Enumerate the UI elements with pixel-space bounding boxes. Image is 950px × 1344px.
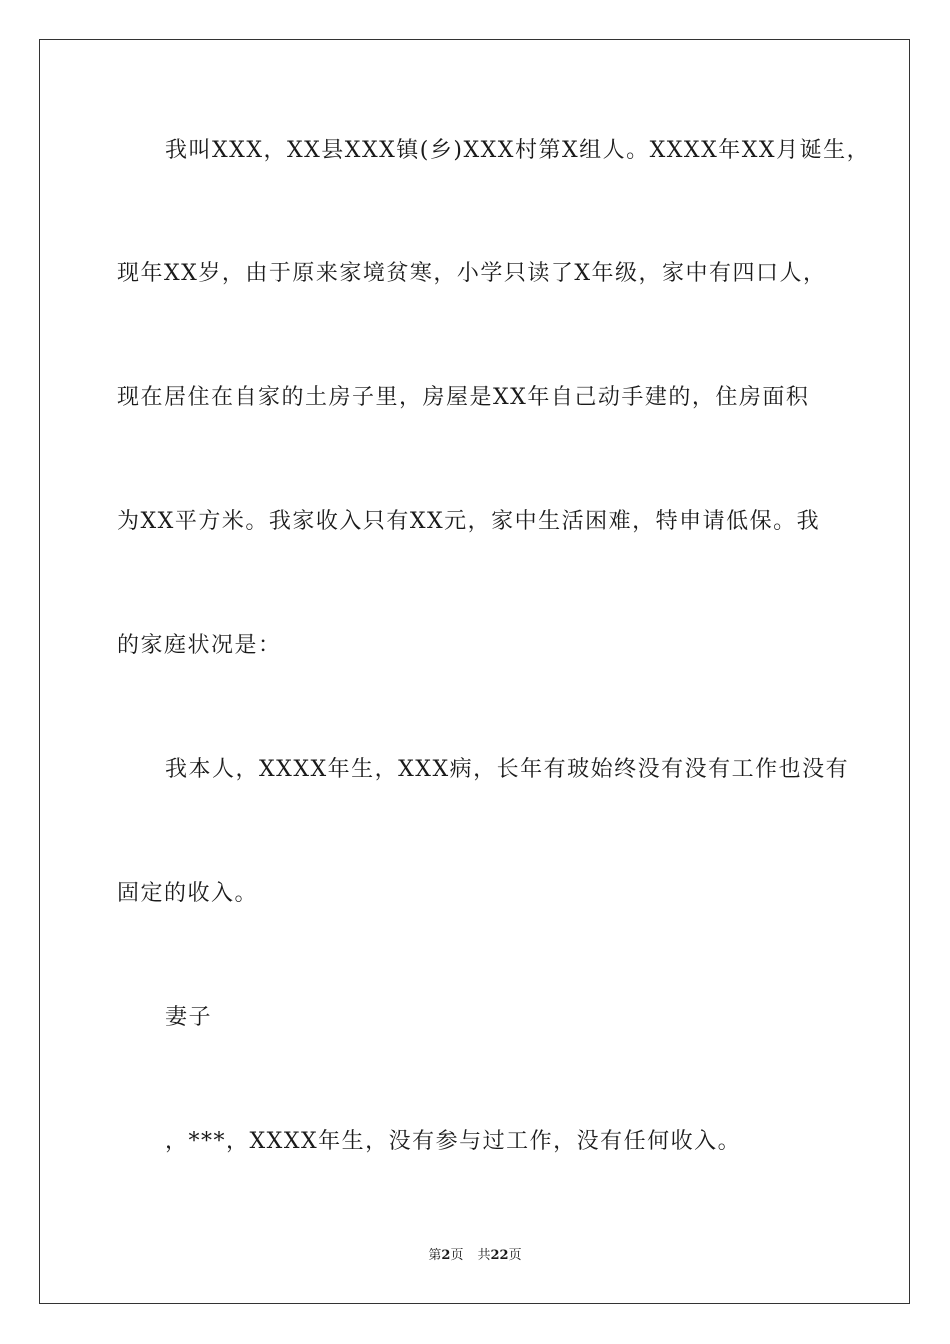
footer-page-prefix: 第 xyxy=(428,1248,442,1263)
paragraph-line-5: 的家庭状况是： xyxy=(117,633,282,658)
paragraph-line-7: 固定的收入。 xyxy=(117,881,259,906)
footer-page-suffix: 页 xyxy=(450,1248,464,1263)
paragraph-line-4: 为XX平方米。我家收入只有XX元，家中生活困难，特申请低保。我 xyxy=(117,509,821,534)
page-border xyxy=(39,39,910,1304)
paragraph-line-8: 妻子 xyxy=(165,1005,213,1030)
page-footer xyxy=(0,1247,950,1265)
footer-total-prefix: 共 xyxy=(477,1248,491,1263)
paragraph-line-1: 我叫XXX，XX县XXX镇(乡)XXX村第X组人。XXXX年XX月诞生， xyxy=(165,138,871,163)
footer-page-current: 2 xyxy=(441,1248,451,1263)
paragraph-line-3: 现在居住在自家的土房子里，房屋是XX年自己动手建的，住房面积 xyxy=(117,385,810,410)
paragraph-line-6: 我本人，XXXX年生，XXX病，长年有玻始终没有没有工作也没有 xyxy=(165,757,850,782)
footer-page-total: 22 xyxy=(490,1248,509,1263)
paragraph-line-2: 现年XX岁，由于原来家境贫寒，小学只读了X年级，家中有四口人， xyxy=(117,261,827,286)
paragraph-line-9: ，***，XXXX年生，没有参与过工作，没有任何收入。 xyxy=(165,1129,742,1154)
footer-total-suffix: 页 xyxy=(508,1248,522,1263)
